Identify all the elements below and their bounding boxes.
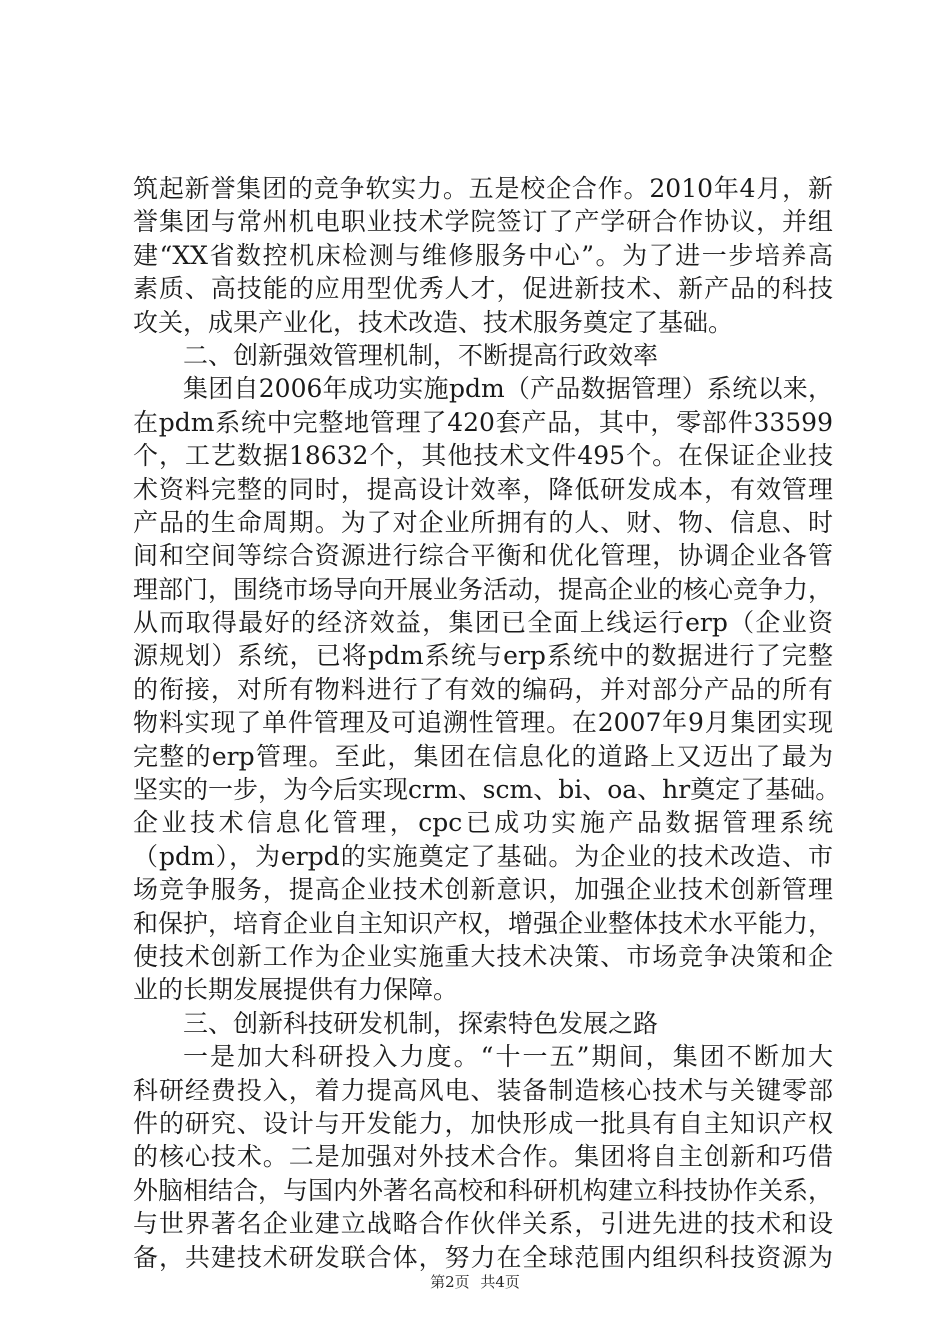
text-line: 素质、高技能的应用型优秀人才，促进新技术、新产品的科技	[133, 274, 833, 304]
text-line: 和保护，培育企业自主知识产权，增强企业整体技术水平能力，	[133, 908, 834, 938]
text-line: 个，工艺数据18632个，其他技术文件495个。在保证企业技	[133, 441, 833, 471]
text-line: 集团自2006年成功实施pdm（产品数据管理）系统以来，	[183, 374, 833, 404]
text-line: 攻关，成果产业化，技术改造、技术服务奠定了基础。	[133, 307, 734, 337]
text-line: 从而取得最好的经济效益，集团已全面上线运行erp（企业资	[133, 608, 833, 638]
section-heading: 二、创新强效管理机制，不断提高行政效率	[183, 340, 659, 370]
text-line: 外脑相结合，与国内外著名高校和科研机构建立科技协作关系，	[133, 1175, 834, 1205]
text-line: 坚实的一步，为今后实现crm、scm、bi、oa、hr奠定了基础。	[133, 775, 841, 805]
text-line: 源规划）系统，已将pdm系统与erp系统中的数据进行了完整	[133, 641, 833, 671]
text-line: 理部门，围绕市场导向开展业务活动，提高企业的核心竞争力，	[133, 574, 834, 604]
text-line: 备，共建技术研发联合体，努力在全球范围内组织科技资源为	[133, 1242, 833, 1272]
text-line: 的衔接，对所有物料进行了有效的编码，并对部分产品的所有	[133, 674, 833, 704]
text-line: 建“XX省数控机床检测与维修服务中心”。为了进一步培养高	[133, 240, 833, 270]
page-total: 共4页	[480, 1273, 520, 1291]
text-line: 在pdm系统中完整地管理了420套产品，其中，零部件33599	[133, 407, 833, 437]
text-line: 件的研究、设计与开发能力，加快形成一批具有自主知识产权	[133, 1108, 833, 1138]
text-line: 科研经费投入，着力提高风电、装备制造核心技术与关键零部	[133, 1075, 833, 1105]
text-line: 与世界著名企业建立战略合作伙伴关系，引进先进的技术和设	[133, 1209, 833, 1239]
text-line: 企业技术信息化管理，cpc已成功实施产品数据管理系统	[133, 808, 833, 838]
text-line: 间和空间等综合资源进行综合平衡和优化管理，协调企业各管	[133, 541, 833, 571]
text-line: 产品的生命周期。为了对企业所拥有的人、财、物、信息、时	[133, 507, 833, 537]
text-line: （pdm），为erpd的实施奠定了基础。为企业的技术改造、市	[133, 841, 833, 871]
text-line: 使技术创新工作为企业实施重大技术决策、市场竞争决策和企	[133, 941, 833, 971]
text-line: 的核心技术。二是加强对外技术合作。集团将自主创新和巧借	[133, 1142, 833, 1172]
text-line: 物料实现了单件管理及可追溯性管理。在2007年9月集团实现	[133, 708, 833, 738]
text-line: 誉集团与常州机电职业技术学院签订了产学研合作协议，并组	[133, 207, 833, 237]
text-line: 业的长期发展提供有力保障。	[133, 975, 459, 1005]
text-line: 一是加大科研投入力度。“十一五”期间，集团不断加大	[183, 1042, 833, 1072]
body-text	[133, 172, 841, 1274]
text-line: 术资料完整的同时，提高设计效率，降低研发成本，有效管理	[133, 474, 833, 504]
page-footer	[0, 1272, 950, 1292]
page-number: 第2页	[430, 1273, 470, 1291]
text-line: 场竞争服务，提高企业技术创新意识，加强企业技术创新管理	[133, 875, 833, 905]
text-line: 筑起新誉集团的竞争软实力。五是校企合作。2010年4月，新	[133, 174, 833, 203]
text-line: 完整的erp管理。至此，集团在信息化的道路上又迈出了最为	[133, 741, 833, 771]
section-heading: 三、创新科技研发机制，探索特色发展之路	[183, 1008, 659, 1038]
